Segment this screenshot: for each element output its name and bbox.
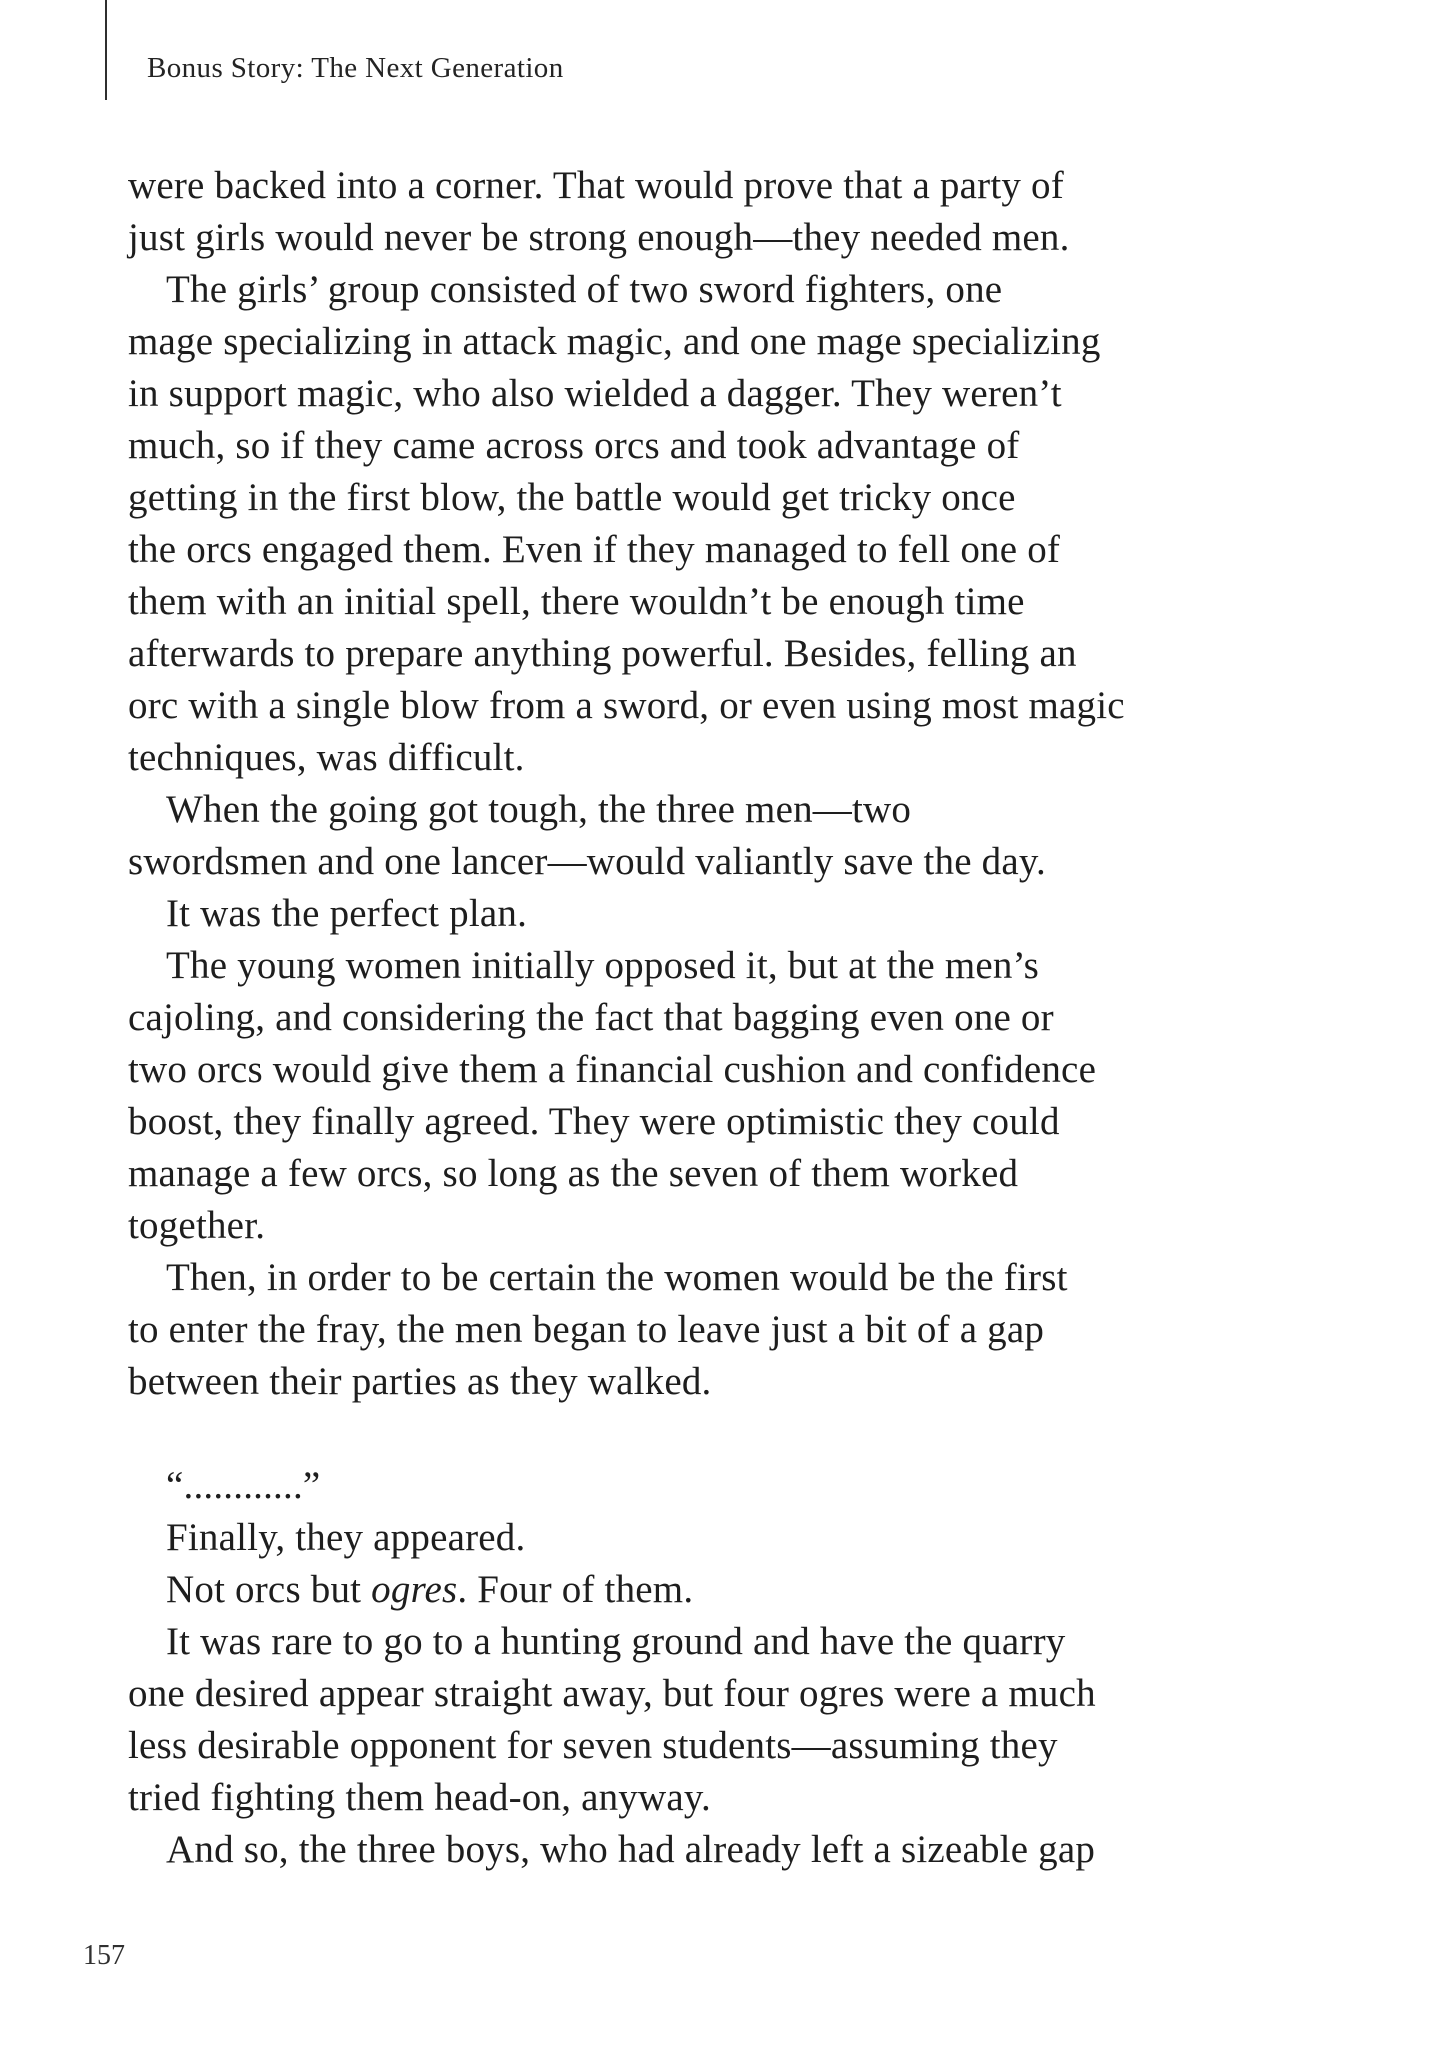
text-run: And so, the three boys, who had already left a sizeable gap bbox=[166, 1828, 1096, 1871]
text-run: to enter the fray, the men began to leave just a bit of a gap bbox=[128, 1308, 1045, 1351]
text-line bbox=[128, 212, 1378, 264]
text-line bbox=[128, 420, 1378, 472]
text-run: were backed into a corner. That would prove that a party of bbox=[128, 164, 1064, 207]
text-line bbox=[128, 1616, 1378, 1668]
text-line bbox=[128, 1512, 1378, 1564]
text-run: two orcs would give them a financial cushion and confidence bbox=[128, 1048, 1097, 1091]
text-line bbox=[128, 1564, 1378, 1616]
text-run: in support magic, who also wielded a dagger. They weren’t bbox=[128, 372, 1062, 415]
text-line bbox=[128, 1044, 1378, 1096]
text-line bbox=[128, 732, 1378, 784]
text-run: manage a few orcs, so long as the seven of them worked bbox=[128, 1152, 1019, 1195]
text-run: just girls would never be strong enough—they needed men. bbox=[128, 216, 1070, 259]
text-run: getting in the first blow, the battle would get tricky once bbox=[128, 476, 1016, 519]
text-run: Not orcs but bbox=[166, 1568, 372, 1611]
text-run: It was the perfect plan. bbox=[166, 892, 528, 935]
text-line bbox=[128, 1824, 1378, 1876]
chapter-header bbox=[147, 52, 564, 85]
text-run: “............” bbox=[166, 1464, 321, 1507]
text-run: less desirable opponent for seven students—assuming they bbox=[128, 1724, 1058, 1767]
text-line bbox=[128, 1148, 1378, 1200]
blank-line bbox=[128, 1408, 1378, 1460]
text-line bbox=[128, 888, 1378, 940]
text-run: The young women initially opposed it, but at the men’s bbox=[166, 944, 1040, 987]
text-run: afterwards to prepare anything powerful. Besides, felling an bbox=[128, 632, 1077, 675]
page-body bbox=[128, 160, 1378, 1876]
text-run: the orcs engaged them. Even if they managed to fell one of bbox=[128, 528, 1061, 571]
page-number: 157 bbox=[83, 1940, 125, 1971]
text-line bbox=[128, 1460, 1378, 1512]
text-line bbox=[128, 316, 1378, 368]
text-line bbox=[128, 368, 1378, 420]
text-line bbox=[128, 472, 1378, 524]
text-run: mage specializing in attack magic, and one mage specializing bbox=[128, 320, 1101, 363]
text-run: together. bbox=[128, 1204, 266, 1247]
text-run: much, so if they came across orcs and took advantage of bbox=[128, 424, 1020, 467]
text-line bbox=[128, 1772, 1378, 1824]
text-run: between their parties as they walked. bbox=[128, 1360, 712, 1403]
text-run: them with an initial spell, there wouldn’t be enough time bbox=[128, 580, 1025, 623]
text-run: cajoling, and considering the fact that bagging even one or bbox=[128, 996, 1054, 1039]
chapter-title: Bonus Story: The Next Generation bbox=[147, 52, 564, 84]
text-line bbox=[128, 628, 1378, 680]
text-line bbox=[128, 836, 1378, 888]
text-run: Finally, they appeared. bbox=[166, 1516, 526, 1559]
text-line bbox=[128, 576, 1378, 628]
text-run: boost, they finally agreed. They were optimistic they could bbox=[128, 1100, 1060, 1143]
text-line bbox=[128, 940, 1378, 992]
text-run: . Four of them. bbox=[457, 1568, 694, 1611]
text-line bbox=[128, 1200, 1378, 1252]
text-line bbox=[128, 1304, 1378, 1356]
chapter-header-rule bbox=[105, 0, 107, 100]
text-line bbox=[128, 1096, 1378, 1148]
text-line bbox=[128, 1252, 1378, 1304]
text-line bbox=[128, 680, 1378, 732]
italic-text-run: ogres bbox=[371, 1568, 458, 1611]
text-line bbox=[128, 784, 1378, 836]
text-run: When the going got tough, the three men—two bbox=[166, 788, 912, 831]
text-run: swordsmen and one lancer—would valiantly save the day. bbox=[128, 840, 1047, 883]
text-run: orc with a single blow from a sword, or even using most magic bbox=[128, 684, 1125, 727]
text-line bbox=[128, 1668, 1378, 1720]
text-line bbox=[128, 1356, 1378, 1408]
text-line bbox=[128, 1720, 1378, 1772]
text-line bbox=[128, 160, 1378, 212]
text-run: Then, in order to be certain the women would be the first bbox=[166, 1256, 1068, 1299]
text-run: techniques, was difficult. bbox=[128, 736, 525, 779]
text-line bbox=[128, 992, 1378, 1044]
text-run: It was rare to go to a hunting ground and have the quarry bbox=[166, 1620, 1066, 1663]
text-run: tried fighting them head-on, anyway. bbox=[128, 1776, 712, 1819]
text-line bbox=[128, 524, 1378, 576]
text-run: The girls’ group consisted of two sword fighters, one bbox=[166, 268, 1003, 311]
text-run: one desired appear straight away, but four ogres were a much bbox=[128, 1672, 1096, 1715]
text-line bbox=[128, 264, 1378, 316]
